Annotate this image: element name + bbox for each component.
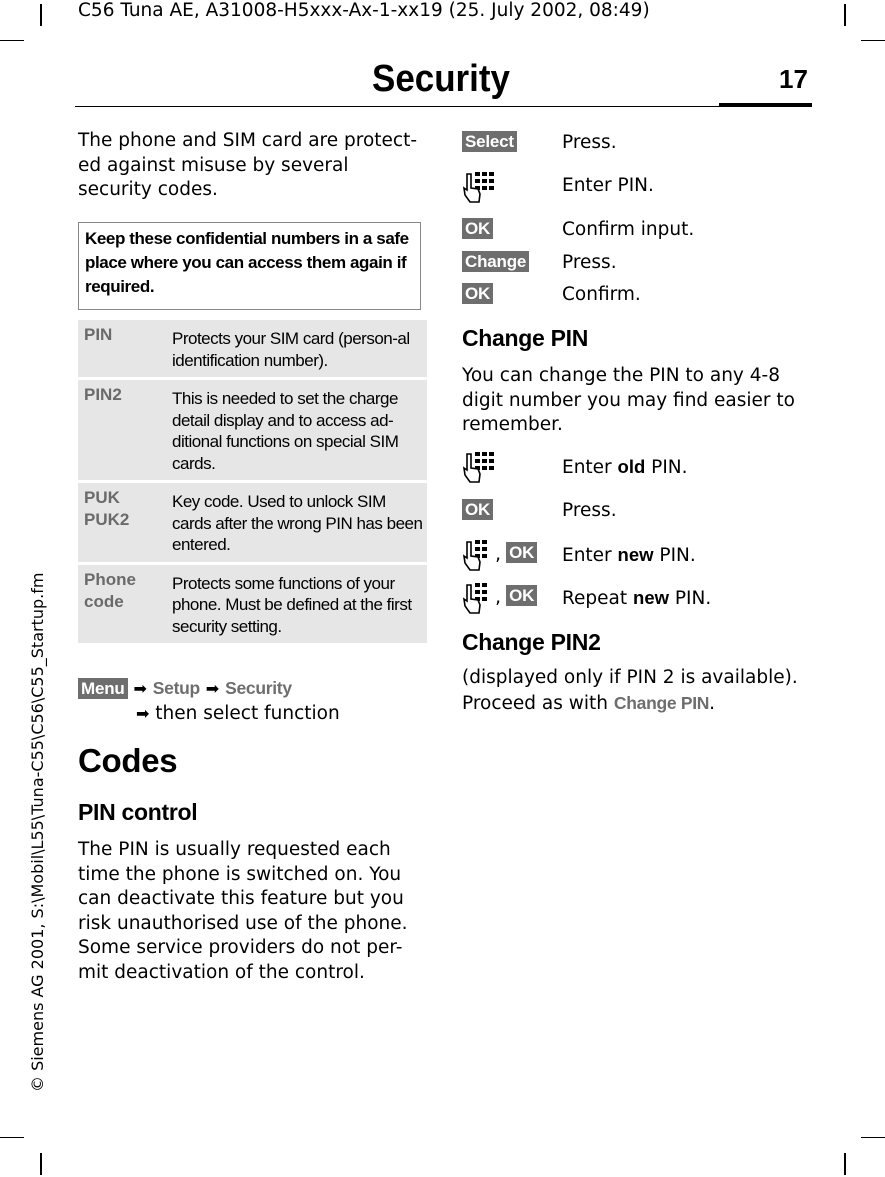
crop-mark [0, 1137, 24, 1138]
page-title: Security [372, 58, 510, 100]
table-row [78, 565, 427, 644]
pin-control-text: The PIN is usually requested each time the phone is switched on. You can deactivate this feature but you risk unauthorised use of the phone. Some service providers do not per-mit deactivation of the control. [78, 839, 408, 983]
step-text-post: PIN. [669, 588, 712, 609]
arrow-right-icon: ➡ [133, 679, 147, 698]
comma: , [495, 587, 501, 608]
step-text [562, 543, 696, 568]
code-description: This is needed to set the charge detail display and to access ad-ditional functions on special SIM cards. [172, 389, 399, 473]
menu-setup: Setup [152, 678, 200, 698]
table-row [78, 320, 427, 377]
menu-path [78, 676, 438, 726]
change-pin2-line1: (displayed only if PIN 2 is available). [462, 667, 798, 688]
crop-mark [0, 40, 24, 41]
change-pin2-line2 [462, 691, 812, 717]
step-text-bold: old [617, 456, 646, 477]
ok-softkey: OK [462, 283, 493, 304]
ok-softkey: OK [506, 542, 537, 563]
change-pin2-heading: Change PIN2 [462, 629, 601, 655]
ok-softkey: OK [506, 585, 537, 606]
change-pin-text: You can change the PIN to any 4-8 digit number you may find easier to remember. [462, 365, 795, 435]
crop-mark [844, 1153, 846, 1175]
header-rule-thick [719, 103, 812, 107]
step-row [462, 131, 807, 159]
codes-table [78, 320, 427, 646]
crop-mark [861, 1137, 885, 1138]
change-pin2-text [462, 666, 812, 716]
menu-then-text: then select function [155, 702, 340, 724]
menu-path-line2 [78, 702, 438, 727]
ok-softkey: OK [462, 218, 493, 239]
step-row [462, 251, 807, 279]
step-text: Confirm input. [562, 219, 695, 240]
table-row [78, 380, 427, 480]
select-softkey: Select [462, 131, 517, 152]
crop-mark [861, 40, 885, 41]
note-box [78, 222, 421, 310]
step-keys [462, 538, 543, 572]
arrow-right-icon: ➡ [136, 703, 150, 723]
intro-text: The phone and SIM card are protect-ed against misuse by several security codes. [78, 130, 417, 200]
comma: , [495, 544, 501, 565]
code-name: Phone code [84, 569, 136, 611]
codes-heading: Codes [78, 742, 178, 779]
step-text: Press. [562, 500, 617, 521]
step-text [562, 455, 688, 480]
change-pin2-post: . [709, 692, 716, 714]
code-name: PIN2 [84, 385, 122, 404]
code-description: Protects your SIM card (person-al identification number). [172, 329, 410, 370]
step-row [462, 218, 807, 246]
header-rule [75, 106, 719, 107]
crop-mark [844, 4, 846, 26]
step-text-bold: new [617, 544, 654, 565]
step-text: Enter PIN. [562, 175, 654, 196]
step-text-pre: Repeat [562, 588, 634, 609]
keypad-hand-icon [462, 170, 496, 204]
step-row [462, 581, 807, 617]
step-text-pre: Enter [562, 457, 618, 478]
step-row [462, 283, 807, 311]
crop-mark [40, 4, 42, 26]
code-description: Protects some functions of your phone. Must be defined at the first security setting. [172, 573, 412, 636]
code-name: PIN [84, 325, 113, 344]
note-text: Keep these confidential numbers in a safe place where you can access them again if required. [85, 229, 409, 296]
change-pin-reference: Change PIN [613, 692, 710, 713]
menu-softkey: Menu [78, 678, 128, 699]
change-softkey: Change [462, 251, 529, 272]
step-text-bold: new [633, 587, 669, 608]
code-description: Key code. Used to unlock SIM cards after the wrong PIN has been entered. [172, 492, 423, 554]
step-row [462, 450, 807, 486]
table-row [78, 483, 427, 562]
step-text [562, 586, 711, 611]
step-row [462, 499, 807, 527]
code-name: PUK PUK2 [84, 488, 130, 529]
step-text: Confirm. [562, 284, 641, 305]
crop-mark [40, 1153, 42, 1175]
change-pin-heading: Change PIN [462, 325, 589, 351]
running-header: C56 Tuna AE, A31008-H5xxx-Ax-1-xx19 (25. July 2002, 08:49) [78, 0, 650, 21]
change-pin2-pre: Proceed as with [462, 692, 614, 714]
arrow-right-icon: ➡ [205, 679, 220, 698]
menu-security: Security [225, 678, 292, 698]
pin-control-heading: PIN control [78, 799, 198, 825]
step-text: Press. [562, 252, 617, 273]
step-text-post: PIN. [653, 545, 696, 566]
step-text: Press. [562, 132, 617, 153]
page-number: 17 [779, 64, 808, 94]
step-row [462, 538, 807, 574]
ok-softkey: OK [462, 499, 493, 520]
step-keys [462, 581, 543, 615]
step-text-post: PIN. [645, 457, 688, 478]
step-text-pre: Enter [562, 545, 618, 566]
step-row [462, 170, 807, 206]
keypad-hand-icon [462, 450, 496, 484]
side-footer: © Siemens AG 2001, S:\Mobil\L55\Tuna-C55\C56\C55_Startup.fm [28, 572, 47, 1092]
